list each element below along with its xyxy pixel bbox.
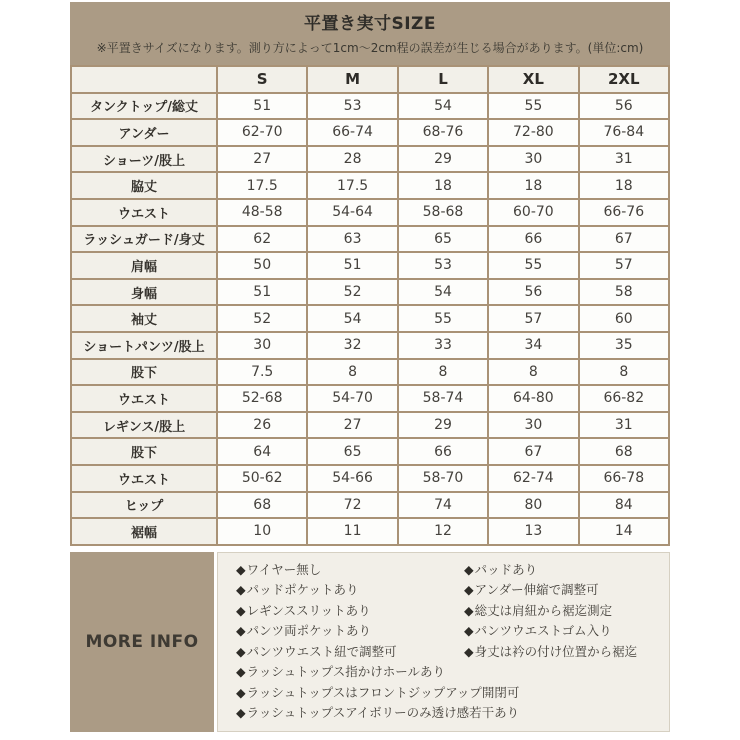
measurement-value: 84 xyxy=(579,492,669,519)
info-item-text: アンダー伸縮で調整可 xyxy=(474,582,599,598)
info-item-text: パンツウエスト紐で調整可 xyxy=(246,643,397,659)
measurement-label: ウエスト xyxy=(71,199,217,226)
measurement-value: 58-70 xyxy=(398,465,488,492)
measurement-value: 57 xyxy=(579,252,669,279)
measurement-value: 65 xyxy=(398,226,488,253)
measurement-value: 8 xyxy=(488,359,578,386)
info-item-text: レギンススリットあり xyxy=(246,602,371,618)
measurement-value: 28 xyxy=(307,146,397,173)
table-row xyxy=(71,226,669,253)
measurement-value: 58 xyxy=(579,279,669,306)
measurement-label: 袖丈 xyxy=(71,305,217,332)
measurement-value: 66 xyxy=(398,438,488,465)
info-list-item xyxy=(464,601,637,622)
measurement-value: 12 xyxy=(398,518,488,545)
measurement-value: 54 xyxy=(398,279,488,306)
table-row xyxy=(71,332,669,359)
measurement-value: 17.5 xyxy=(217,172,307,199)
measurement-label: ヒップ xyxy=(71,492,217,519)
measurement-value: 66-74 xyxy=(307,119,397,146)
size-column-header: M xyxy=(307,66,397,93)
info-list-item xyxy=(464,560,637,581)
info-item-text: パッドポケットあり xyxy=(246,582,359,598)
info-list-item xyxy=(236,662,464,683)
measurement-value: 8 xyxy=(398,359,488,386)
measurement-label: レギンス/股上 xyxy=(71,412,217,439)
measurement-value: 64-80 xyxy=(488,385,578,412)
diamond-bullet-icon: ◆ xyxy=(236,582,246,598)
page-title: 平置き実寸SIZE xyxy=(303,14,436,34)
measurement-label: ショートパンツ/股上 xyxy=(71,332,217,359)
measurement-value: 56 xyxy=(579,93,669,120)
measurement-value: 67 xyxy=(579,226,669,253)
size-header-row xyxy=(71,66,669,93)
measurement-value: 18 xyxy=(488,172,578,199)
table-row xyxy=(71,412,669,439)
measurement-value: 74 xyxy=(398,492,488,519)
table-row xyxy=(71,305,669,332)
size-chart-page xyxy=(70,0,670,732)
measurement-value: 55 xyxy=(488,93,578,120)
measurement-value: 65 xyxy=(307,438,397,465)
measurement-value: 72-80 xyxy=(488,119,578,146)
info-list-item xyxy=(236,601,464,622)
measurement-value: 18 xyxy=(398,172,488,199)
diamond-bullet-icon: ◆ xyxy=(464,602,474,618)
measurement-value: 72 xyxy=(307,492,397,519)
measurement-note: ※平置きサイズになります。測り方によって1cm〜2cm程の誤差が生じる場合があります。(単位:cm) xyxy=(96,41,644,55)
measurement-label: 身幅 xyxy=(71,279,217,306)
chart-header xyxy=(70,2,670,65)
info-item-text: パンツウエストゴム入り xyxy=(474,623,612,639)
measurement-value: 50 xyxy=(217,252,307,279)
info-item-text: ラッシュトップス指かけホールあり xyxy=(246,664,446,680)
more-info-section xyxy=(70,552,670,732)
diamond-bullet-icon: ◆ xyxy=(464,643,474,659)
measurement-value: 66-78 xyxy=(579,465,669,492)
measurement-value: 35 xyxy=(579,332,669,359)
measurement-value: 52 xyxy=(307,279,397,306)
measurement-value: 67 xyxy=(488,438,578,465)
info-item-text: ワイヤー無し xyxy=(246,561,322,577)
info-item-text: ラッシュトップスはフロントジップアップ開閉可 xyxy=(246,684,520,700)
measurement-value: 64 xyxy=(217,438,307,465)
diamond-bullet-icon: ◆ xyxy=(236,684,246,700)
diamond-bullet-icon: ◆ xyxy=(464,623,474,639)
diamond-bullet-icon: ◆ xyxy=(236,602,246,618)
table-row xyxy=(71,438,669,465)
info-list-item xyxy=(464,580,637,601)
measurement-value: 27 xyxy=(217,146,307,173)
diamond-bullet-icon: ◆ xyxy=(236,623,246,639)
measurement-label: アンダー xyxy=(71,119,217,146)
measurement-value: 32 xyxy=(307,332,397,359)
measurement-value: 52 xyxy=(217,305,307,332)
info-item-text: パッドあり xyxy=(474,561,538,577)
info-list-item xyxy=(236,580,464,601)
size-column-header: S xyxy=(217,66,307,93)
info-item-text: ラッシュトップスアイボリーのみ透け感若干あり xyxy=(246,705,520,721)
table-row xyxy=(71,146,669,173)
size-column-header: 2XL xyxy=(579,66,669,93)
measurement-value: 53 xyxy=(307,93,397,120)
measurement-value: 63 xyxy=(307,226,397,253)
measurement-label: 肩幅 xyxy=(71,252,217,279)
measurement-label: 股下 xyxy=(71,438,217,465)
measurement-value: 56 xyxy=(488,279,578,306)
measurement-value: 30 xyxy=(488,412,578,439)
measurement-value: 29 xyxy=(398,146,488,173)
measurement-value: 18 xyxy=(579,172,669,199)
measurement-label: 裾幅 xyxy=(71,518,217,545)
corner-cell xyxy=(71,66,217,93)
info-item-text: パンツ両ポケットあり xyxy=(246,623,372,639)
diamond-bullet-icon: ◆ xyxy=(464,582,474,598)
measurement-value: 66-76 xyxy=(579,199,669,226)
measurement-value: 55 xyxy=(488,252,578,279)
diamond-bullet-icon: ◆ xyxy=(236,664,246,680)
measurement-value: 60 xyxy=(579,305,669,332)
measurement-value: 66-82 xyxy=(579,385,669,412)
info-list-item xyxy=(236,683,520,704)
measurement-value: 68-76 xyxy=(398,119,488,146)
measurement-value: 33 xyxy=(398,332,488,359)
measurement-value: 51 xyxy=(217,93,307,120)
measurement-label: タンクトップ/総丈 xyxy=(71,93,217,120)
table-row xyxy=(71,172,669,199)
measurement-value: 51 xyxy=(307,252,397,279)
diamond-bullet-icon: ◆ xyxy=(236,643,246,659)
size-table xyxy=(70,65,670,546)
measurement-value: 51 xyxy=(217,279,307,306)
measurement-label: ショーツ/股上 xyxy=(71,146,217,173)
table-row xyxy=(71,252,669,279)
diamond-bullet-icon: ◆ xyxy=(464,561,474,577)
table-row xyxy=(71,518,669,545)
measurement-value: 8 xyxy=(579,359,669,386)
measurement-value: 10 xyxy=(217,518,307,545)
measurement-value: 62-70 xyxy=(217,119,307,146)
measurement-value: 34 xyxy=(488,332,578,359)
measurement-value: 11 xyxy=(307,518,397,545)
info-list-item xyxy=(464,621,637,642)
measurement-value: 66 xyxy=(488,226,578,253)
measurement-value: 58-74 xyxy=(398,385,488,412)
measurement-value: 62-74 xyxy=(488,465,578,492)
measurement-label: 脇丈 xyxy=(71,172,217,199)
measurement-value: 54-64 xyxy=(307,199,397,226)
info-item-text: 総丈は肩紐から裾迄測定 xyxy=(474,602,613,618)
table-row xyxy=(71,465,669,492)
measurement-value: 13 xyxy=(488,518,578,545)
diamond-bullet-icon: ◆ xyxy=(236,705,246,721)
table-row xyxy=(71,199,669,226)
more-info-label: MORE INFO xyxy=(70,552,214,732)
measurement-value: 30 xyxy=(217,332,307,359)
measurement-value: 7.5 xyxy=(217,359,307,386)
measurement-value: 27 xyxy=(307,412,397,439)
measurement-value: 55 xyxy=(398,305,488,332)
info-list-item xyxy=(464,642,637,663)
measurement-value: 14 xyxy=(579,518,669,545)
measurement-label: ラッシュガード/身丈 xyxy=(71,226,217,253)
table-row xyxy=(71,359,669,386)
measurement-value: 54 xyxy=(398,93,488,120)
size-column-header: XL xyxy=(488,66,578,93)
measurement-label: 股下 xyxy=(71,359,217,386)
info-item-text: 身丈は衿の付け位置から裾迄 xyxy=(474,643,638,659)
table-row xyxy=(71,492,669,519)
table-row xyxy=(71,385,669,412)
measurement-value: 30 xyxy=(488,146,578,173)
measurement-value: 52-68 xyxy=(217,385,307,412)
measurement-value: 57 xyxy=(488,305,578,332)
measurement-value: 54-66 xyxy=(307,465,397,492)
measurement-value: 31 xyxy=(579,146,669,173)
measurement-value: 54 xyxy=(307,305,397,332)
table-row xyxy=(71,279,669,306)
measurement-value: 29 xyxy=(398,412,488,439)
info-list-item xyxy=(236,642,464,663)
measurement-value: 80 xyxy=(488,492,578,519)
info-list-item xyxy=(236,703,520,724)
measurement-label: ウエスト xyxy=(71,385,217,412)
measurement-value: 31 xyxy=(579,412,669,439)
table-row xyxy=(71,119,669,146)
measurement-value: 68 xyxy=(217,492,307,519)
measurement-value: 50-62 xyxy=(217,465,307,492)
size-table-body xyxy=(71,93,669,545)
measurement-value: 17.5 xyxy=(307,172,397,199)
measurement-value: 54-70 xyxy=(307,385,397,412)
more-info-list-right xyxy=(464,560,637,663)
measurement-value: 58-68 xyxy=(398,199,488,226)
more-info-lists xyxy=(217,552,670,732)
measurement-value: 26 xyxy=(217,412,307,439)
measurement-value: 53 xyxy=(398,252,488,279)
info-list-item xyxy=(236,560,464,581)
measurement-value: 48-58 xyxy=(217,199,307,226)
measurement-value: 60-70 xyxy=(488,199,578,226)
size-column-header: L xyxy=(398,66,488,93)
measurement-label: ウエスト xyxy=(71,465,217,492)
measurement-value: 68 xyxy=(579,438,669,465)
measurement-value: 62 xyxy=(217,226,307,253)
measurement-value: 8 xyxy=(307,359,397,386)
measurement-value: 76-84 xyxy=(579,119,669,146)
info-list-item xyxy=(236,621,464,642)
table-row xyxy=(71,93,669,120)
diamond-bullet-icon: ◆ xyxy=(236,561,246,577)
